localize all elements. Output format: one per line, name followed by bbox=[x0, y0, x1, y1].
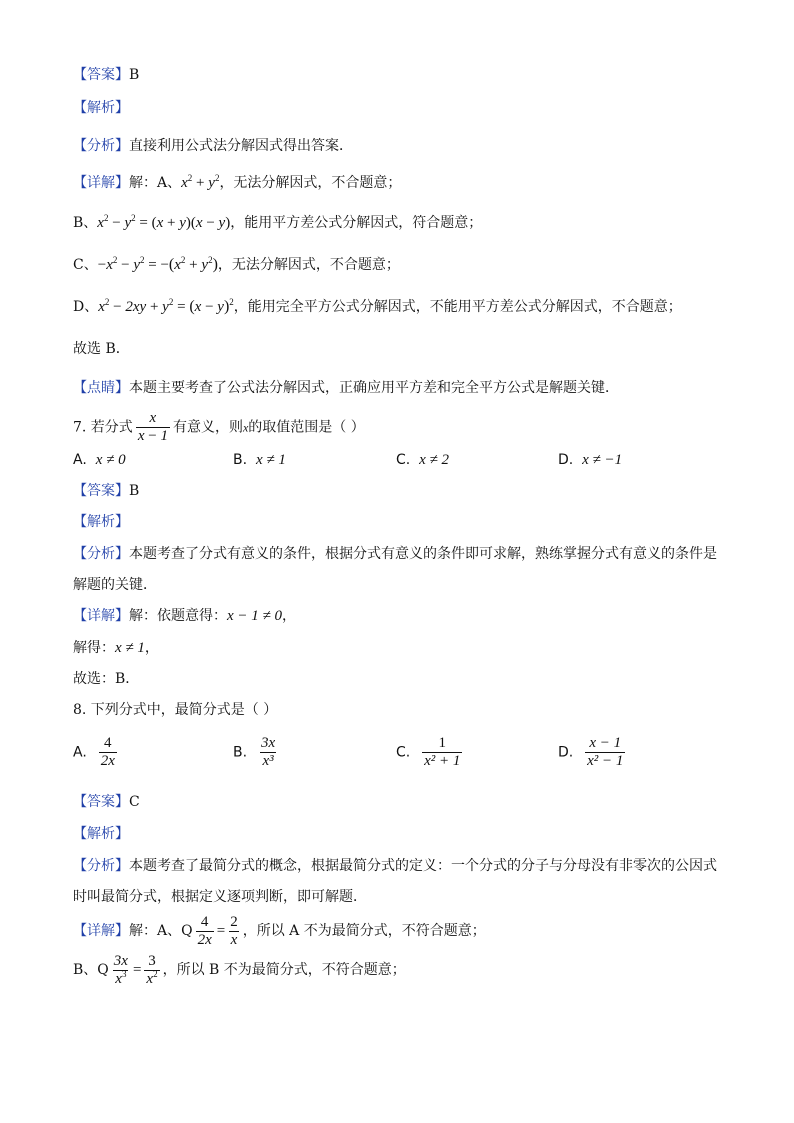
detail-end: ， bbox=[282, 608, 297, 624]
analysis-tag: 【解析】 bbox=[73, 826, 129, 842]
option-fraction bbox=[99, 736, 117, 769]
formula-b: $x^2 - y^2 = (x + y)(x - y)$ bbox=[97, 213, 231, 231]
solve-end: ， bbox=[144, 640, 159, 656]
q8-option-c[interactable] bbox=[396, 736, 465, 769]
detail-a-fraction-left: $\frac{4}{2x}$ bbox=[197, 913, 212, 948]
q7-choose-line: 故选：B． bbox=[73, 671, 140, 687]
q7-fenxi-line2: 解题的关键． bbox=[73, 577, 157, 593]
q7-answer-line bbox=[73, 481, 139, 501]
fraction-denominator: x² − 1 bbox=[587, 753, 624, 769]
fraction-denominator: x³ bbox=[262, 753, 274, 769]
q8-option-b[interactable] bbox=[233, 736, 280, 769]
q7-stem-prefix: 7. 若分式 bbox=[73, 419, 133, 436]
fraction-numerator: 4 bbox=[104, 735, 112, 751]
fraction-numerator: x − 1 bbox=[589, 735, 622, 751]
q8-answer-line bbox=[73, 792, 140, 812]
q6-detail-line-c bbox=[73, 255, 400, 275]
detail-prefix: 解：A、 bbox=[129, 175, 182, 191]
q7-option-d[interactable] bbox=[558, 450, 622, 470]
q6-fenxi-line bbox=[73, 136, 353, 156]
formula-d: $x^2 - 2xy + y^2 = (x - y)^2$ bbox=[98, 297, 234, 315]
option-fraction bbox=[422, 736, 462, 769]
fenxi-text: 直接利用公式法分解因式得出答案． bbox=[129, 138, 353, 154]
answer-value: C bbox=[129, 794, 140, 810]
detail-a-fraction-right: $\frac{2}{x}$ bbox=[230, 913, 238, 948]
fenxi-tag: 【分析】 bbox=[73, 138, 129, 154]
q6-detail-line-d bbox=[73, 297, 682, 317]
b-label: B、 bbox=[73, 215, 98, 231]
q7-stem-tail: 的取值范围是（ ） bbox=[248, 419, 365, 436]
c-label: C、 bbox=[73, 257, 98, 273]
detail-a-tail: ，无法分解因式，不合题意； bbox=[219, 175, 402, 191]
detail-d-tail: ，能用完全平方公式分解因式，不能用平方差公式分解因式，不合题意； bbox=[233, 299, 682, 315]
detail-c-tail: ，无法分解因式，不合题意； bbox=[217, 257, 400, 273]
fraction-denominator: 2x bbox=[100, 753, 115, 769]
detail-b-fraction-left: $\frac{3x}{x^3}$ bbox=[113, 952, 128, 987]
detail-a-prefix: 解：A、Q bbox=[129, 923, 193, 939]
fenxi-text: 本题考查了最简分式的概念，根据最简分式的定义：一个分式的分子与分母没有非零次的公因式 bbox=[129, 858, 717, 874]
fenxi-text: 本题考查了分式有意义的条件，根据分式有意义的条件即可求解，熟练掌握分式有意义的条件是 bbox=[129, 546, 717, 562]
option-fraction bbox=[259, 736, 277, 769]
detail-expr: x − 1 ≠ 0 bbox=[227, 608, 283, 624]
d-label: D、 bbox=[73, 299, 99, 315]
analysis-tag: 【解析】 bbox=[73, 100, 129, 116]
dianjing-tag: 【点睛】 bbox=[73, 380, 129, 396]
option-label: B. bbox=[233, 452, 248, 468]
q8-stem: 8. 下列分式中，最简分式是（ ） bbox=[73, 702, 278, 718]
option-label: A. bbox=[73, 744, 87, 761]
fenxi-tag: 【分析】 bbox=[73, 858, 129, 874]
option-fraction bbox=[585, 736, 625, 769]
detail-b-tail: ，能用平方差公式分解因式，符合题意； bbox=[230, 215, 483, 231]
option-label: D. bbox=[558, 744, 574, 761]
analysis-tag: 【解析】 bbox=[73, 514, 129, 530]
q7-solve-line bbox=[73, 638, 159, 658]
fenxi-tag: 【分析】 bbox=[73, 546, 129, 562]
formula-a: $x^2 + y^2$ bbox=[181, 173, 220, 191]
option-expr: x ≠ −1 bbox=[582, 452, 623, 468]
option-expr: x ≠ 2 bbox=[419, 452, 450, 468]
option-label: C. bbox=[396, 744, 411, 761]
detail-b-prefix: B、Q bbox=[73, 962, 109, 978]
q7-stem-fraction: $\frac{x}{x - 1}$ bbox=[137, 410, 168, 444]
option-expr: x ≠ 1 bbox=[255, 452, 286, 468]
option-label: C. bbox=[396, 452, 411, 468]
solve-prefix: 解得： bbox=[73, 640, 115, 656]
q8-fenxi-line1 bbox=[73, 856, 717, 876]
option-label: D. bbox=[558, 452, 574, 468]
detail-tag: 【详解】 bbox=[73, 175, 129, 191]
q8-fenxi-line2: 时叫最简分式，根据定义逐项判断，即可解题． bbox=[73, 889, 367, 905]
q6-detail-line-b bbox=[73, 213, 482, 233]
q7-stem-var: x bbox=[242, 420, 249, 435]
q6-dianjing-line bbox=[73, 378, 619, 398]
answer-value: B bbox=[129, 483, 140, 499]
q6-choose-line: 故选 B． bbox=[73, 341, 130, 357]
option-label: B. bbox=[233, 744, 248, 761]
solve-expr: x ≠ 1 bbox=[115, 640, 145, 656]
q7-option-c[interactable] bbox=[396, 450, 449, 470]
answer-tag: 【答案】 bbox=[73, 483, 129, 499]
q8-detail-a-line: 【详解】解：A、Q $\frac{4}{2x}$ = $\frac{2}{x}$ ，所以 A 不为最简分式，不符合题意； bbox=[73, 913, 486, 948]
option-expr: x ≠ 0 bbox=[95, 452, 126, 468]
q7-stem bbox=[73, 411, 365, 444]
q7-fenxi-line1 bbox=[73, 544, 717, 564]
q7-option-a[interactable] bbox=[73, 450, 126, 470]
detail-b-tail: ，所以 B 不为最简分式，不符合题意； bbox=[162, 962, 406, 978]
formula-c: $-x^2 - y^2 = -(x^2 + y^2)$ bbox=[97, 255, 218, 273]
detail-tag: 【详解】 bbox=[73, 608, 129, 624]
q6-detail-line-a bbox=[73, 173, 401, 193]
q8-detail-b-line: B、Q $\frac{3x}{x^3}$ = $\frac{3}{x^2}$ ，所以 B 不为最简分式，不符合题意； bbox=[73, 952, 406, 987]
q7-option-b[interactable] bbox=[233, 450, 286, 470]
answer-tag: 【答案】 bbox=[73, 67, 129, 83]
dianjing-text: 本题主要考查了公式法分解因式，正确应用平方差和完全平方公式是解题关键． bbox=[129, 380, 619, 396]
detail-a-tail: ，所以 A 不为最简分式，不符合题意； bbox=[242, 923, 486, 939]
fraction-numerator: 3x bbox=[260, 735, 276, 751]
q6-analysis-tag bbox=[73, 98, 129, 118]
option-label: A. bbox=[73, 452, 87, 468]
q7-stem-mid: 有意义，则 bbox=[172, 419, 243, 436]
detail-b-fraction-right: $\frac{3}{x^2}$ bbox=[146, 952, 158, 987]
q7-detail-line bbox=[73, 606, 296, 626]
q8-option-a[interactable] bbox=[73, 736, 120, 769]
fraction-denominator: x² + 1 bbox=[424, 753, 461, 769]
q7-analysis-tag bbox=[73, 512, 129, 532]
detail-text: 解：依题意得： bbox=[129, 608, 227, 624]
q8-option-d[interactable] bbox=[558, 736, 628, 769]
answer-value: B bbox=[129, 67, 140, 83]
q6-answer-line bbox=[73, 65, 139, 85]
detail-tag: 【详解】 bbox=[73, 923, 129, 939]
answer-tag: 【答案】 bbox=[73, 794, 129, 810]
fraction-numerator: 1 bbox=[438, 735, 447, 751]
q8-analysis-tag bbox=[73, 824, 129, 844]
